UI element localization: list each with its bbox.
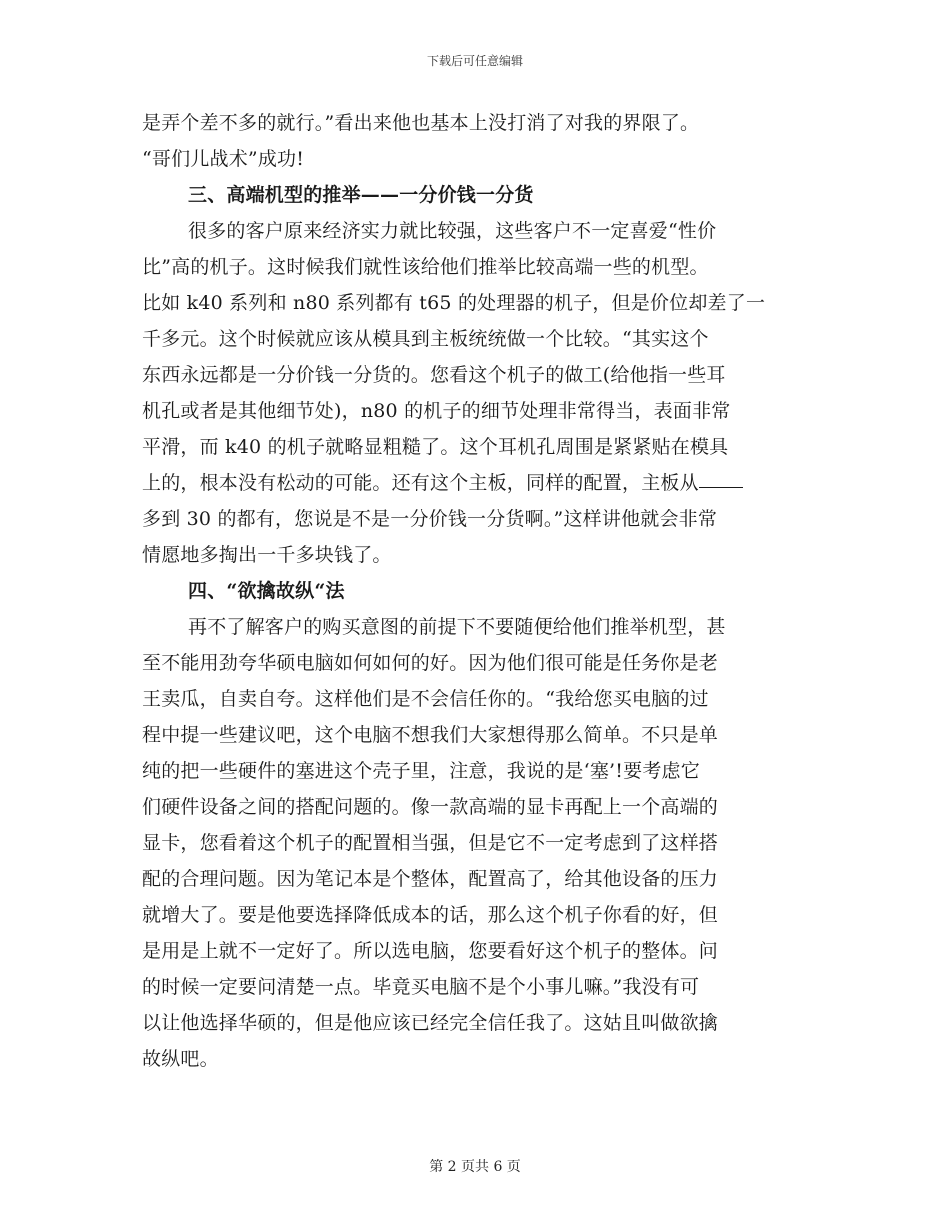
paragraph-line: 以让他选择华硕的，但是他应该已经完全信任我了。这姑且叫做欲擒 (142, 1012, 719, 1034)
paragraph-line: 很多的客户原来经济实力就比较强，这些客户不一定喜爱“性价 (188, 220, 717, 242)
paragraph-line: 比如 k40 系列和 n80 系列都有 t65 的处理器的机子，但是价位却差了一 (142, 292, 766, 314)
paragraph-line: 千多元。这个时候就应该从模具到主板统统做一个比较。“其实这个 (142, 328, 709, 350)
paragraph-line (142, 465, 808, 501)
paragraph-line: 多到 30 的都有，您说是不是一分价钱一分货啊。”这样讲他就会非常 (142, 508, 718, 530)
paragraph-line: 再不了解客户的购买意图的前提下不要随便给他们推举机型，甚 (188, 616, 726, 638)
section-heading: 三、高端机型的推举——一分价钱一分货 (188, 184, 534, 206)
paragraph-line: 们硬件设备之间的搭配问题的。像一款高端的显卡再配上一个高端的 (142, 796, 719, 818)
page-footer: 第 2 页共 6 页 (429, 1159, 521, 1175)
paragraph-line: 故纵吧。 (142, 1048, 219, 1070)
paragraph-text: 上的，根本没有松动的可能。还有这个主板，同样的配置，主板从 (142, 472, 699, 494)
blank-underline (699, 465, 743, 488)
paragraph-line: 是用是上就不一定好了。所以选电脑，您要看好这个机子的整体。问 (142, 940, 719, 962)
paragraph-line: 纯的把一些硬件的塞进这个壳子里，注意，我说的是‘塞’!要考虑它 (142, 760, 700, 782)
page-header: 下载后可任意编辑 (426, 54, 523, 68)
paragraph-line: 显卡，您看着这个机子的配置相当强，但是它不一定考虑到了这样搭 (142, 832, 719, 854)
paragraph-line: 配的合理问题。因为笔记本是个整体，配置高了，给其他设备的压力 (142, 868, 719, 890)
paragraph-line: 机孔或者是其他细节处)，n80 的机子的细节处理非常得当，表面非常 (142, 400, 731, 422)
paragraph-line: 的时候一定要问清楚一点。毕竟买电脑不是个小事儿嘛。”我没有可 (142, 976, 700, 998)
paragraph-line: 比”高的机子。这时候我们就性该给他们推举比较高端一些的机型。 (142, 256, 709, 278)
paragraph-line: 是弄个差不多的就行。”看出来他也基本上没打消了对我的界限了。 (142, 112, 700, 134)
section-heading: 四、“欲擒故纵“法 (188, 580, 345, 602)
paragraph-line: 情愿地多掏出一千多块钱了。 (142, 544, 392, 566)
paragraph-line: 东西永远都是一分价钱一分货的。您看这个机子的做工(给他指一些耳 (142, 364, 726, 386)
paragraph-line: 至不能用劲夸华硕电脑如何如何的好。因为他们很可能是任务你是老 (142, 652, 719, 674)
paragraph-line: “哥们儿战术”成功! (142, 148, 305, 170)
paragraph-line: 平滑，而 k40 的机子就略显粗糙了。这个耳机孔周围是紧紧贴在模具 (142, 436, 729, 458)
paragraph-line: 王卖瓜，自卖自夸。这样他们是不会信任你的。“我给您买电脑的过 (142, 688, 709, 710)
paragraph-line: 就增大了。要是他要选择降低成本的话，那么这个机子你看的好，但 (142, 904, 719, 926)
document-body (142, 105, 808, 1077)
paragraph-line: 程中提一些建议吧，这个电脑不想我们大家想得那么简单。不只是单 (142, 724, 719, 746)
